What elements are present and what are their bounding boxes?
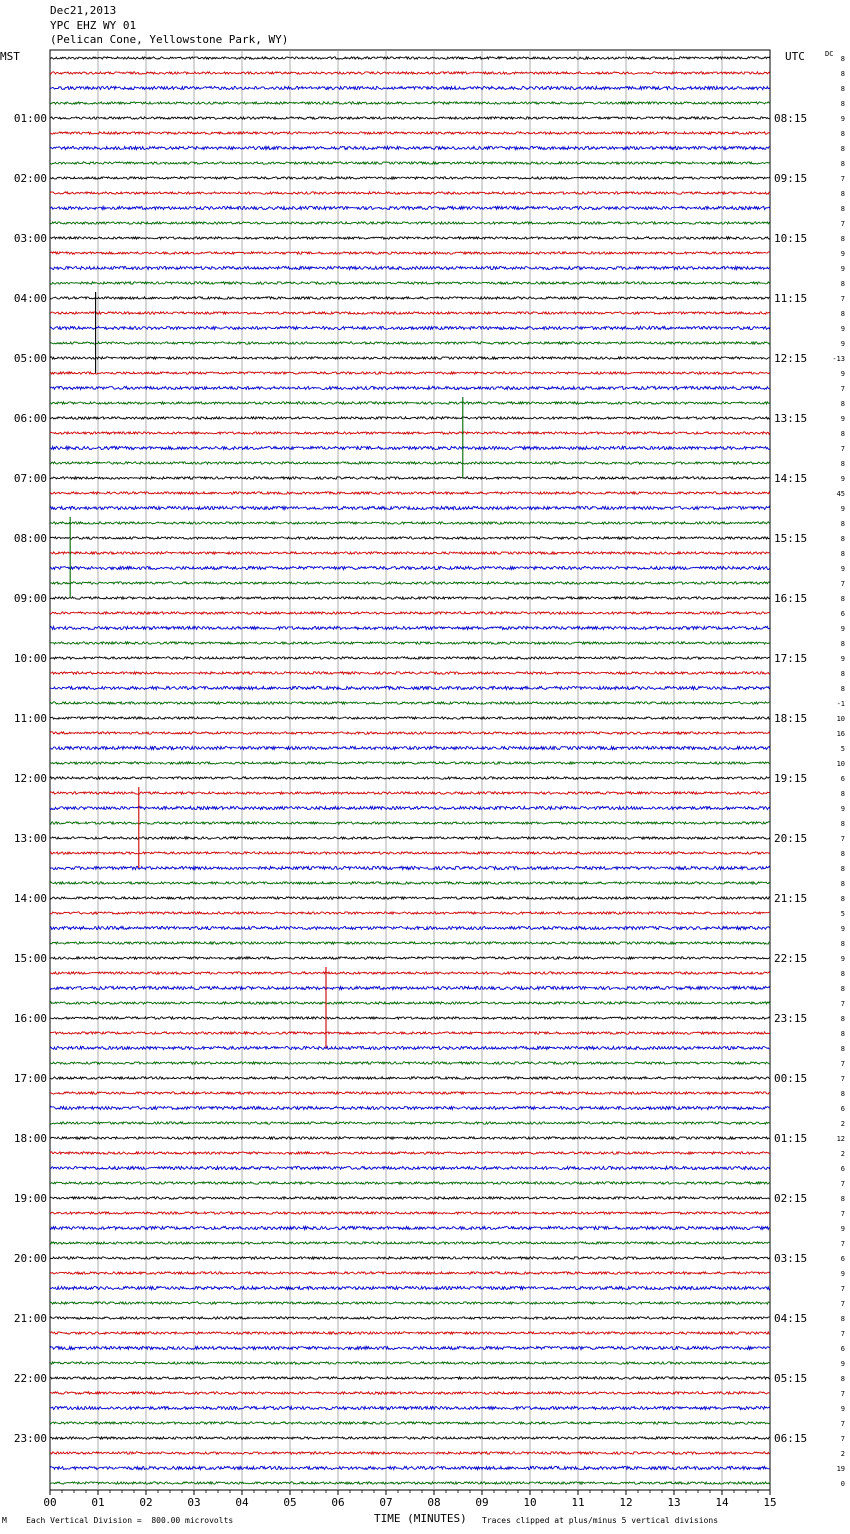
trace-line (50, 177, 770, 179)
dc-offset-value: 9 (840, 265, 845, 273)
right-hour-label: 23:15 (774, 1012, 808, 1025)
x-tick-label: 04 (235, 1496, 249, 1509)
dc-offset-value: 7 (840, 1060, 845, 1068)
dc-offset-value: 8 (840, 685, 845, 693)
right-hour-label: 02:15 (774, 1192, 808, 1205)
trace-line (50, 1286, 770, 1289)
trace-line (50, 1182, 770, 1184)
dc-offset-value: 7 (840, 1390, 845, 1398)
header-date: Dec21,2013 (50, 4, 117, 17)
dc-offset-value: 7 (840, 1420, 845, 1428)
dc-offset-value: 9 (840, 505, 845, 513)
dc-offset-value: 7 (840, 1300, 845, 1308)
dc-offset-value: 8 (840, 895, 845, 903)
trace-line (50, 957, 770, 959)
left-hour-label: 19:00 (13, 1192, 47, 1205)
plot-frame (50, 50, 770, 1490)
dc-offset-value: 16 (836, 730, 845, 738)
dc-offset-value: 8 (840, 595, 845, 603)
dc-offset-value: 8 (840, 535, 845, 543)
trace-line (50, 297, 770, 299)
dc-offset-value: 6 (840, 1165, 845, 1173)
dc-offset-value: 8 (840, 1375, 845, 1383)
trace-line (50, 1272, 770, 1274)
right-hour-label: 21:15 (774, 892, 808, 905)
dc-offset-value: 8 (840, 235, 845, 243)
trace-line (50, 882, 770, 884)
trace-line (50, 1106, 770, 1109)
dc-offset-value: 8 (840, 640, 845, 648)
trace-line (50, 762, 770, 764)
trace-line (50, 146, 770, 149)
left-hour-label: 20:00 (13, 1252, 47, 1265)
left-hour-label: 05:00 (13, 352, 47, 365)
right-hour-label: 10:15 (774, 232, 808, 245)
trace-line (50, 342, 770, 344)
right-hour-label: 12:15 (774, 352, 808, 365)
dc-offset-value: 9 (840, 565, 845, 573)
left-hour-label: 09:00 (13, 592, 47, 605)
dc-offset-value: 10 (836, 715, 845, 723)
trace-line (50, 686, 770, 689)
dc-offset-value: 9 (840, 955, 845, 963)
dc-offset-value: 8 (840, 1195, 845, 1203)
right-hour-label: 22:15 (774, 952, 808, 965)
dc-offset-value: 8 (840, 550, 845, 558)
dc-offset-value: 8 (840, 100, 845, 108)
trace-line (50, 282, 770, 284)
dc-offset-value: 7 (840, 1285, 845, 1293)
dc-offset-value: 7 (840, 295, 845, 303)
dc-offset-value: 2 (840, 1120, 845, 1128)
trace-line (50, 1346, 770, 1349)
trace-line (50, 417, 770, 419)
dc-offset-value: 7 (840, 220, 845, 228)
dc-offset-value: 45 (836, 490, 845, 498)
dc-offset-value: 7 (840, 1240, 845, 1248)
trace-line (50, 657, 770, 659)
trace-line (50, 1092, 770, 1094)
trace-line (50, 822, 770, 824)
dc-offset-value: 8 (840, 55, 845, 63)
dc-offset-value: 7 (840, 1330, 845, 1338)
trace-line (50, 552, 770, 554)
trace-line (50, 252, 770, 254)
dc-offset-value: 2 (840, 1150, 845, 1158)
trace-line (50, 1377, 770, 1379)
right-hour-label: 14:15 (774, 472, 808, 485)
trace-line (50, 642, 770, 644)
dc-offset-value: 8 (840, 790, 845, 798)
trace-line (50, 746, 770, 749)
dc-offset-value: -1 (836, 700, 845, 708)
trace-line (50, 1226, 770, 1229)
dc-offset-value: 8 (840, 160, 845, 168)
left-hour-label: 23:00 (13, 1432, 47, 1445)
x-tick-label: 12 (619, 1496, 633, 1509)
right-hour-label: 13:15 (774, 412, 808, 425)
dc-offset-value: 8 (840, 670, 845, 678)
trace-line (50, 806, 770, 809)
trace-line (50, 1032, 770, 1034)
trace-line (50, 86, 770, 89)
dc-offset-value: 6 (840, 1345, 845, 1353)
dc-offset-value: 8 (840, 145, 845, 153)
left-hour-label: 18:00 (13, 1132, 47, 1145)
x-tick-label: 11 (571, 1496, 585, 1509)
left-hour-label: 03:00 (13, 232, 47, 245)
dc-offset-value: 8 (840, 280, 845, 288)
trace-line (50, 1122, 770, 1124)
trace-line (50, 986, 770, 989)
dc-offset-value: 8 (840, 1015, 845, 1023)
trace-line (50, 1332, 770, 1334)
left-hour-label: 11:00 (13, 712, 47, 725)
footer-vertical-division (2, 1516, 233, 1525)
dc-offset-value: 9 (840, 1360, 845, 1368)
dc-offset-value: 7 (840, 835, 845, 843)
right-hour-label: 18:15 (774, 712, 808, 725)
trace-line (50, 852, 770, 854)
x-tick-label: 05 (283, 1496, 297, 1509)
dc-offset-value: 6 (840, 775, 845, 783)
x-tick-label: 08 (427, 1496, 441, 1509)
dc-offset-value: 19 (836, 1465, 845, 1473)
dc-offset-value: 9 (840, 625, 845, 633)
left-hour-label: 12:00 (13, 772, 47, 785)
trace-line (50, 1212, 770, 1214)
dc-offset-value: 7 (840, 1435, 845, 1443)
dc-offset-value: 9 (840, 1405, 845, 1413)
trace-line (50, 566, 770, 569)
trace-line (50, 1317, 770, 1319)
dc-offset-value: 9 (840, 415, 845, 423)
left-hour-label: 13:00 (13, 832, 47, 845)
trace-line (50, 386, 770, 389)
trace-line (50, 1017, 770, 1019)
right-hour-label: 05:15 (774, 1372, 808, 1385)
right-hour-label: 19:15 (774, 772, 808, 785)
dc-offset-value: 9 (840, 115, 845, 123)
left-hour-label: 02:00 (13, 172, 47, 185)
right-hour-label: 20:15 (774, 832, 808, 845)
x-tick-label: 14 (715, 1496, 729, 1509)
trace-line (50, 972, 770, 974)
dc-offset-value: 7 (840, 1075, 845, 1083)
trace-line (50, 597, 770, 599)
trace-line (50, 192, 770, 194)
left-hour-label: 04:00 (13, 292, 47, 305)
dc-offset-value: 8 (840, 310, 845, 318)
x-tick-label: 00 (43, 1496, 57, 1509)
trace-line (50, 1166, 770, 1169)
dc-offset-value: 8 (840, 880, 845, 888)
dc-offset-value: 8 (840, 85, 845, 93)
trace-line (50, 1077, 770, 1079)
x-tick-label: 13 (667, 1496, 681, 1509)
left-hour-label: 08:00 (13, 532, 47, 545)
dc-offset-value: 5 (840, 910, 845, 918)
x-tick-label: 10 (523, 1496, 537, 1509)
trace-line (50, 477, 770, 479)
trace-line (50, 372, 770, 374)
trace-line (50, 1152, 770, 1154)
dc-offset-value: 7 (840, 1210, 845, 1218)
right-hour-label: 16:15 (774, 592, 808, 605)
x-tick-label: 01 (91, 1496, 105, 1509)
dc-offset-value: 6 (840, 1255, 845, 1263)
x-tick-label: 02 (139, 1496, 153, 1509)
dc-label: DC (825, 50, 834, 58)
trace-line (50, 1452, 770, 1454)
dc-offset-value: 8 (840, 865, 845, 873)
dc-offset-value: 9 (840, 655, 845, 663)
trace-line (50, 1466, 770, 1469)
left-hour-label: 17:00 (13, 1072, 47, 1085)
x-axis-title: TIME (MINUTES) (374, 1512, 467, 1525)
trace-line (50, 1482, 770, 1484)
x-tick-label: 06 (331, 1496, 345, 1509)
trace-line (50, 1002, 770, 1004)
dc-offset-value: 8 (840, 430, 845, 438)
x-tick-label: 15 (763, 1496, 777, 1509)
trace-line (50, 402, 770, 404)
dc-offset-value: 8 (840, 820, 845, 828)
dc-offset-value: 8 (840, 130, 845, 138)
right-timezone-label: UTC (785, 50, 805, 63)
trace-line (50, 237, 770, 239)
right-hour-label: 15:15 (774, 532, 808, 545)
dc-offset-value: 8 (840, 1090, 845, 1098)
trace-line (50, 866, 770, 869)
trace-line (50, 582, 770, 584)
left-timezone-label: MST (0, 50, 20, 63)
dc-offset-value: 5 (840, 745, 845, 753)
trace-line (50, 1197, 770, 1199)
dc-offset-value: 7 (840, 1000, 845, 1008)
dc-offset-value: 9 (840, 925, 845, 933)
trace-line (50, 792, 770, 794)
dc-offset-value: 8 (840, 1315, 845, 1323)
dc-offset-value: 7 (840, 1180, 845, 1188)
left-hour-label: 10:00 (13, 652, 47, 665)
trace-line (50, 312, 770, 314)
dc-offset-value: 9 (840, 370, 845, 378)
dc-offset-value: 8 (840, 400, 845, 408)
trace-line (50, 1242, 770, 1244)
dc-offset-value: 9 (840, 250, 845, 258)
trace-line (50, 117, 770, 119)
trace-line (50, 942, 770, 944)
dc-offset-value: 8 (840, 940, 845, 948)
x-tick-label: 09 (475, 1496, 489, 1509)
trace-line (50, 672, 770, 674)
dc-offset-value: 8 (840, 970, 845, 978)
trace-line (50, 72, 770, 74)
trace-line (50, 266, 770, 269)
trace-line (50, 206, 770, 209)
left-hour-label: 16:00 (13, 1012, 47, 1025)
dc-offset-value: 9 (840, 475, 845, 483)
trace-line (50, 626, 770, 629)
right-hour-label: 06:15 (774, 1432, 808, 1445)
dc-offset-value: 7 (840, 445, 845, 453)
dc-offset-value: 8 (840, 1045, 845, 1053)
footer-clip-note: Traces clipped at plus/minus 5 vertical divisions (482, 1516, 719, 1525)
dc-offset-value: 8 (840, 985, 845, 993)
dc-offset-value: 8 (840, 190, 845, 198)
trace-line (50, 837, 770, 839)
dc-offset-value: 0 (840, 1480, 845, 1488)
trace-line (50, 702, 770, 704)
trace-line (50, 897, 770, 899)
trace-line (50, 132, 770, 134)
trace-line (50, 506, 770, 509)
trace-line (50, 717, 770, 719)
trace-line (50, 1392, 770, 1394)
trace-line (50, 357, 770, 359)
dc-offset-value: 6 (840, 1105, 845, 1113)
right-hour-label: 08:15 (774, 112, 808, 125)
dc-offset-value: 9 (840, 1270, 845, 1278)
trace-line (50, 492, 770, 494)
left-hour-label: 15:00 (13, 952, 47, 965)
right-hour-label: 01:15 (774, 1132, 808, 1145)
dc-offset-value: 10 (836, 760, 845, 768)
trace-line (50, 102, 770, 104)
dc-offset-value: 9 (840, 1225, 845, 1233)
trace-line (50, 1406, 770, 1409)
right-hour-label: 04:15 (774, 1312, 808, 1325)
x-tick-label: 07 (379, 1496, 393, 1509)
dc-offset-value: 2 (840, 1450, 845, 1458)
footer-corner-mark: M (2, 1516, 7, 1525)
dc-offset-value: 8 (840, 70, 845, 78)
trace-line (50, 222, 770, 224)
trace-line (50, 1302, 770, 1304)
x-tick-label: 03 (187, 1496, 201, 1509)
right-hour-label: 17:15 (774, 652, 808, 665)
trace-line (50, 1437, 770, 1439)
right-hour-label: 11:15 (774, 292, 808, 305)
trace-line (50, 462, 770, 464)
dc-offset-value: 9 (840, 325, 845, 333)
header-location: (Pelican Cone, Yellowstone Park, WY) (50, 33, 289, 46)
trace-line (50, 162, 770, 164)
left-hour-label: 21:00 (13, 1312, 47, 1325)
dc-offset-value: -13 (832, 355, 845, 363)
trace-line (50, 1422, 770, 1424)
trace-line (50, 326, 770, 329)
trace-line (50, 777, 770, 779)
header-station: YPC EHZ WY 01 (50, 18, 137, 32)
trace-line (50, 57, 770, 59)
trace-line (50, 1062, 770, 1064)
trace-line (50, 522, 770, 524)
trace-line (50, 432, 770, 434)
trace-line (50, 926, 770, 929)
trace-line (50, 612, 770, 614)
trace-line (50, 1137, 770, 1139)
trace-line (50, 732, 770, 734)
trace-line (50, 446, 770, 449)
right-hour-label: 03:15 (774, 1252, 808, 1265)
dc-offset-value: 12 (836, 1135, 845, 1143)
trace-line (50, 1257, 770, 1259)
left-hour-label: 01:00 (13, 112, 47, 125)
trace-line (50, 1362, 770, 1364)
dc-offset-value: 8 (840, 850, 845, 858)
trace-line (50, 1046, 770, 1049)
dc-offset-value: 9 (840, 805, 845, 813)
dc-offset-value: 8 (840, 460, 845, 468)
dc-offset-value: 7 (840, 385, 845, 393)
trace-line (50, 537, 770, 539)
dc-offset-value: 8 (840, 205, 845, 213)
right-hour-label: 00:15 (774, 1072, 808, 1085)
left-hour-label: 22:00 (13, 1372, 47, 1385)
right-hour-label: 09:15 (774, 172, 808, 185)
dc-offset-value: 6 (840, 610, 845, 618)
left-hour-label: 06:00 (13, 412, 47, 425)
dc-offset-value: 9 (840, 340, 845, 348)
left-hour-label: 07:00 (13, 472, 47, 485)
dc-offset-value: 8 (840, 520, 845, 528)
dc-offset-value: 7 (840, 580, 845, 588)
trace-line (50, 912, 770, 914)
dc-offset-value: 8 (840, 1030, 845, 1038)
footer-scale-text: Each Vertical Division = 800.00 microvolts (26, 1516, 234, 1525)
dc-offset-value: 7 (840, 175, 845, 183)
left-hour-label: 14:00 (13, 892, 47, 905)
